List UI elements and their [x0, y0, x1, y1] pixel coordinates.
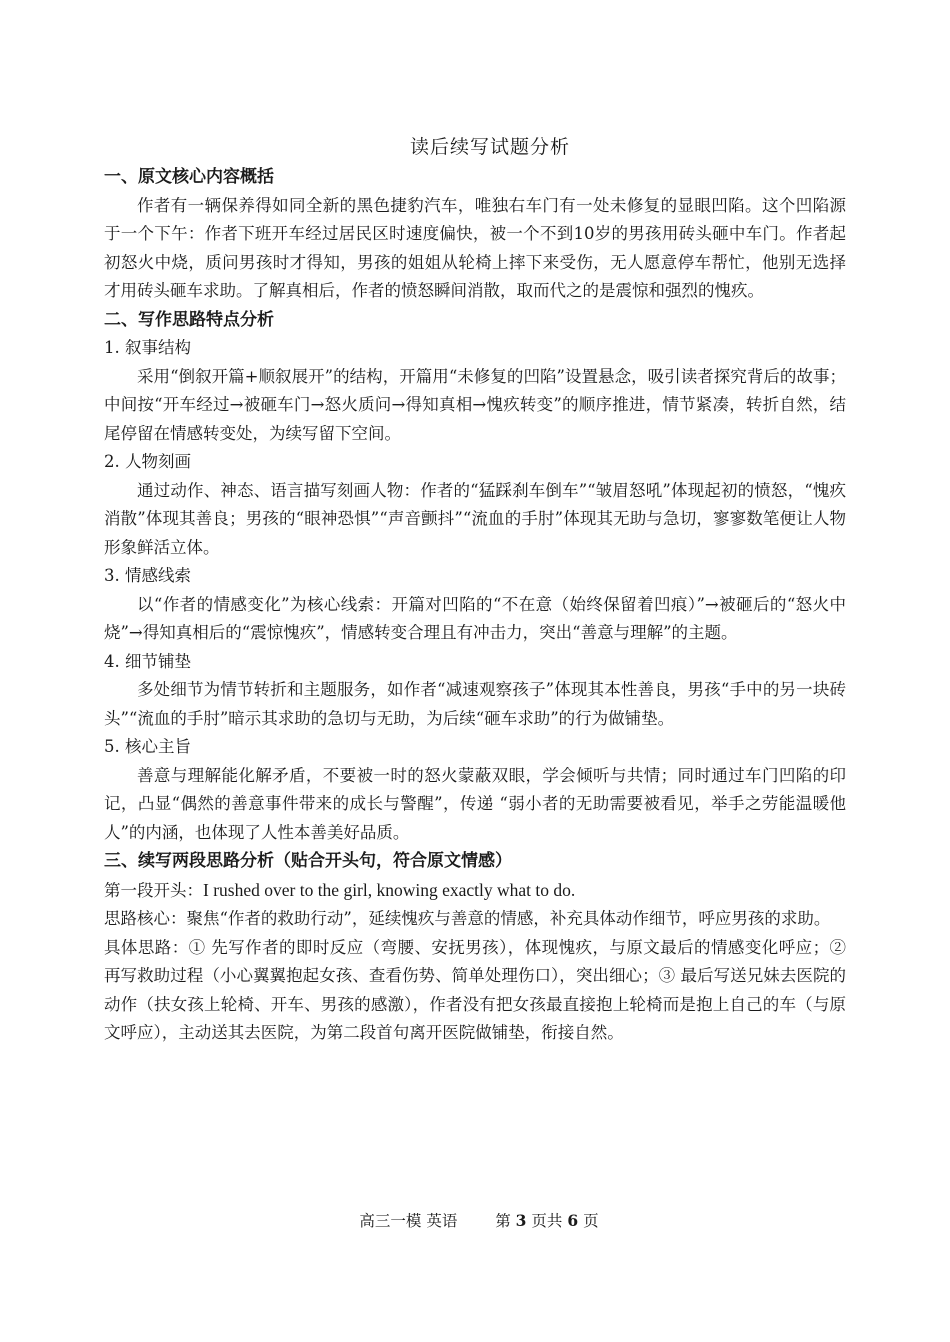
section-2-heading: 二、写作思路特点分析 — [104, 309, 274, 330]
core-idea: 思路核心：聚焦“作者的救助行动”，延续愧疚与善意的情感，补充具体动作细节，呼应男孩的求助。 — [104, 909, 831, 928]
footer-subject: 英语 — [426, 1212, 458, 1230]
section-1-heading: 一、原文核心内容概括 — [104, 167, 274, 187]
item-1-text: 采用“倒叙开篇+顺叙展开”的结构，开篇用“未修复的凹陷”设置悬念，吸引读者探究背后的故事；中间按“开车经过→被砸车门→怒火质问→得知真相→愧疚转变”的顺序推进，情节紧凑，转折自然，结尾停留在情感转变处，为续写留下空间。 — [104, 366, 846, 443]
item-2-text: 通过动作、神态、语言描写刻画人物：作者的“猛踩刹车倒车”“皱眉怒吼”体现起初的愤怒，“愧疚消散”体现其善良；男孩的“眼神恐惧”“声音颤抖”“流血的手肘”体现其无助与急切，寥寥数笔便让人物形象鲜活立体。 — [104, 480, 846, 557]
footer-page-number: 3 — [515, 1211, 527, 1230]
section-1-paragraph: 作者有一辆保养得如同全新的黑色捷豹汽车，唯独右车门有一处未修复的显眼凹陷。这个凹陷源于一个下午：作者下班开车经过居民区时速度偏快，被一个不到10岁的男孩用砖头砸中车门。作者起初怒火中烧，质问男孩时才得知，男孩的姐姐从轮椅上摔下来受伤，无人愿意停车帮忙，他别无选择才用砖头砸车求助。了解真相后，作者的愤怒瞬间消散，取而代之的是震惊和强烈的愧疚。 — [104, 195, 846, 300]
opening-sentence: I rushed over to the girl, knowing exactly what to do. — [203, 879, 576, 900]
opening-label: 第一段开头： — [104, 880, 203, 900]
item-1-label: 1. 叙事结构 — [104, 338, 191, 357]
footer-exam: 高三一模 — [359, 1212, 422, 1230]
page-footer — [0, 1210, 950, 1232]
document-title: 读后续写试题分析 — [409, 136, 570, 158]
section-3-heading: 三、续写两段思路分析（贴合开头句，符合原文情感） — [104, 851, 512, 871]
footer-page-mid: 页共 — [531, 1212, 563, 1230]
item-5-text: 善意与理解能化解矛盾，不要被一时的怒火蒙蔽双眼，学会倾听与共情；同时通过车门凹陷的印记，凸显“偶然的善意事件带来的成长与警醒”，传递 “弱小者的无助需要被看见，举手之劳能温暖他人”的内涵，也体现了人性本善美好品质。 — [104, 765, 846, 842]
item-3-label: 3. 情感线索 — [104, 566, 191, 585]
item-4-label: 4. 细节铺垫 — [104, 651, 191, 671]
footer-total-pages: 6 — [567, 1211, 579, 1230]
detail-idea: 具体思路：① 先写作者的即时反应（弯腰、安抚男孩），体现愧疚，与原文最后的情感变化呼应；② 再写救助过程（小心翼翼抱起女孩、查看伤势、简单处理伤口），突出细心；③ 最后写送兄妹去医院的动作（扶女孩上轮椅、开车、男孩的感激），作者没有把女孩最直接抱上轮椅而是抱上自己的车（与原文呼应），主动送其去医院，为第二段首句离开医院做铺垫，衔接自然。 — [104, 937, 846, 1042]
opening-line — [104, 876, 846, 906]
footer-page-prefix: 第 — [495, 1212, 511, 1230]
document-page — [104, 132, 846, 1048]
item-5-label: 5. 核心主旨 — [104, 737, 191, 756]
item-2-label: 2. 人物刻画 — [104, 452, 191, 471]
footer-page-suffix: 页 — [583, 1212, 599, 1230]
item-3-text: 以“作者的情感变化”为核心线索：开篇对凹陷的“不在意（始终保留着凹痕）”→被砸后的“怒火中烧”→得知真相后的“震惊愧疚”，情感转变合理且有冲击力，突出“善意与理解”的主题。 — [104, 594, 846, 642]
item-4-text: 多处细节为情节转折和主题服务，如作者“减速观察孩子”体现其本性善良，男孩“手中的另一块砖头”“流血的手肘”暗示其求助的急切与无助，为后续“砸车求助”的行为做铺垫。 — [104, 680, 846, 728]
